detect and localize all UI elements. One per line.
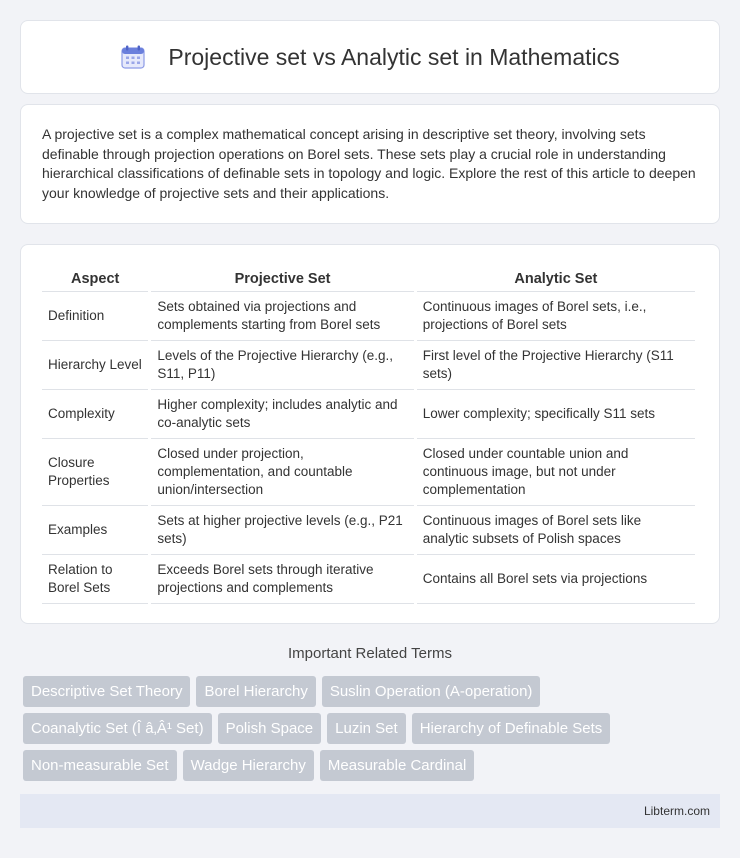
aspect-cell: Closure Properties (42, 438, 150, 505)
tag-hierarchy-of-definable-sets[interactable]: Hierarchy of Definable Sets (412, 713, 611, 744)
related-terms-title: Important Related Terms (288, 645, 452, 662)
aspect-cell: Hierarchy Level (42, 340, 150, 389)
analytic-cell: First level of the Projective Hierarchy (S11 sets) (415, 340, 696, 389)
projective-cell: Higher complexity; includes analytic and co-analytic sets (150, 389, 415, 438)
tag-row (23, 713, 723, 744)
header-aspect: Aspect (42, 265, 150, 291)
aspect-cell: Complexity (42, 389, 150, 438)
header-projective-set: Projective Set (150, 265, 415, 291)
analytic-cell: Continuous images of Borel sets like analytic subsets of Polish spaces (415, 505, 696, 554)
analytic-cell: Continuous images of Borel sets, i.e., projections of Borel sets (415, 291, 696, 340)
footer (20, 794, 720, 828)
tag-polish-space[interactable]: Polish Space (218, 713, 322, 744)
aspect-cell: Relation to Borel Sets (42, 554, 150, 603)
tag-borel-hierarchy[interactable]: Borel Hierarchy (196, 676, 315, 707)
projective-cell: Closed under projection, complementation, and countable union/intersection (150, 438, 415, 505)
projective-cell: Exceeds Borel sets through iterative projections and complements (150, 554, 415, 603)
tag-luzin-set[interactable]: Luzin Set (327, 713, 406, 744)
table-row (42, 389, 697, 438)
table-row (42, 505, 697, 554)
tag-row (23, 750, 723, 781)
table-row (42, 340, 697, 389)
comparison-card (20, 244, 720, 624)
calendar-icon (120, 44, 146, 70)
table-row (42, 438, 697, 505)
intro-paragraph: A projective set is a complex mathematical concept arising in descriptive set theory, involving sets definable through projection operations on Borel sets. These sets play a crucial role in understanding hierarchical classifications of definable sets in topology and logic. Explore the rest of this article to deepen your knowledge of projective sets and their applications. (42, 126, 696, 201)
table-row (42, 554, 697, 603)
projective-cell: Sets at higher projective levels (e.g., P21 sets) (150, 505, 415, 554)
table-row (42, 291, 697, 340)
analytic-cell: Contains all Borel sets via projections (415, 554, 696, 603)
tag-measurable-cardinal[interactable]: Measurable Cardinal (320, 750, 474, 781)
comparison-table (42, 265, 698, 604)
header-analytic-set: Analytic Set (415, 265, 696, 291)
intro-card (20, 104, 720, 224)
analytic-cell: Closed under countable union and continuous image, but not under complementation (415, 438, 696, 505)
related-terms-list (23, 676, 723, 787)
table-header-row (42, 265, 697, 291)
page-title: Projective set vs Analytic set in Mathematics (168, 43, 620, 70)
tag-row (23, 676, 723, 707)
tag-non-measurable-set[interactable]: Non-measurable Set (23, 750, 177, 781)
projective-cell: Sets obtained via projections and complements starting from Borel sets (150, 291, 415, 340)
analytic-cell: Lower complexity; specifically S11 sets (415, 389, 696, 438)
footer-brand[interactable]: Libterm.com (643, 804, 710, 818)
tag-descriptive-set-theory[interactable]: Descriptive Set Theory (23, 676, 190, 707)
projective-cell: Levels of the Projective Hierarchy (e.g., S11, P11) (150, 340, 415, 389)
title-card (20, 20, 720, 94)
aspect-cell: Examples (42, 505, 150, 554)
tag-coanalytic-set[interactable]: Coanalytic Set (Î â‚Â¹ Set) (23, 713, 212, 744)
aspect-cell: Definition (42, 291, 150, 340)
tag-wadge-hierarchy[interactable]: Wadge Hierarchy (183, 750, 314, 781)
tag-suslin-operation[interactable]: Suslin Operation (A-operation) (322, 676, 541, 707)
